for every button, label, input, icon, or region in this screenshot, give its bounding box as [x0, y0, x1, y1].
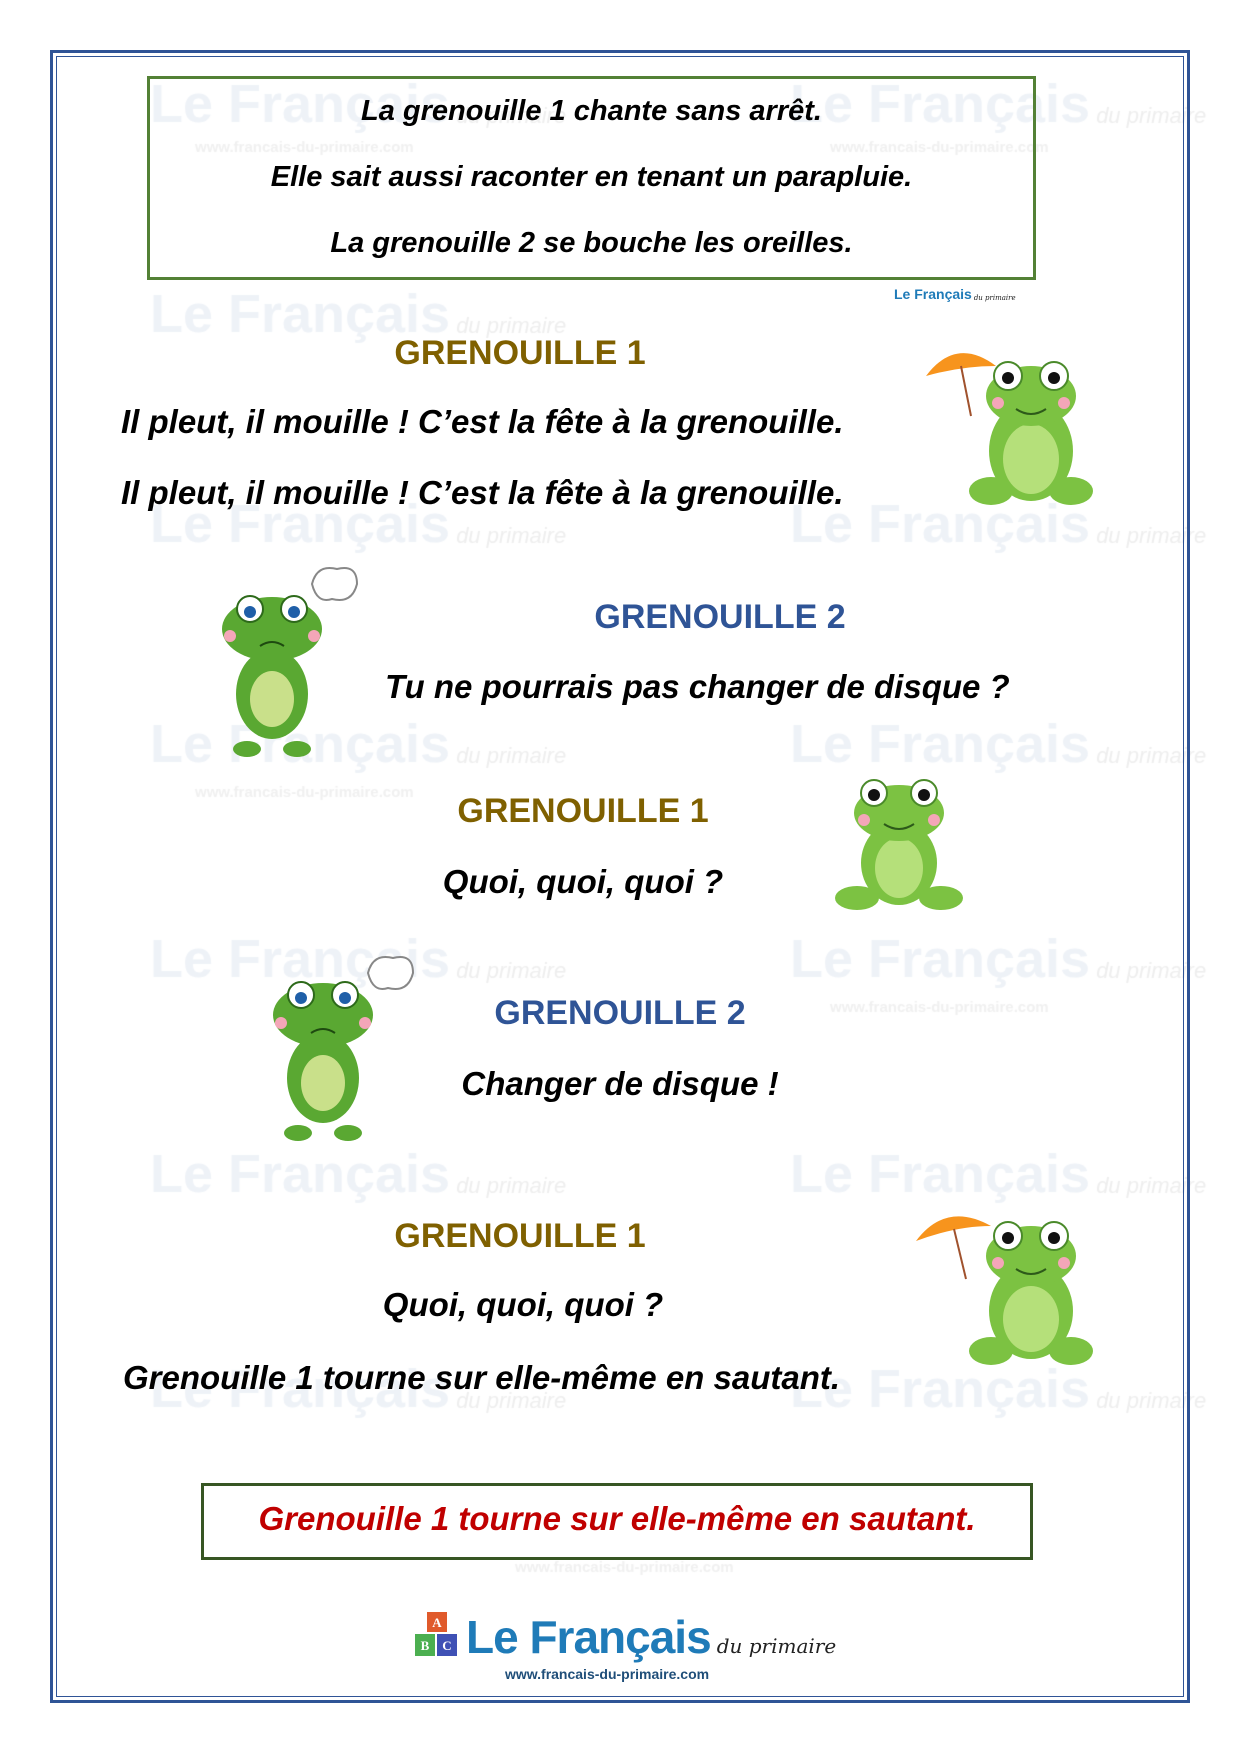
speaker-label: GRENOUILLE 2 — [494, 994, 746, 1032]
svg-text:C: C — [442, 1638, 452, 1653]
dialogue-line: Changer de disque ! — [461, 1065, 779, 1102]
intro-line: Elle sait aussi raconter en tenant un parapluie. — [270, 161, 913, 193]
speaker-label: GRENOUILLE 1 — [394, 1217, 646, 1255]
svg-text:B: B — [420, 1638, 430, 1653]
svg-text:A: A — [432, 1615, 442, 1630]
footer-logo — [466, 1610, 836, 1664]
intro-box — [147, 76, 1036, 280]
dialogue-line: Quoi, quoi, quoi ? — [442, 863, 724, 900]
intro-line: La grenouille 2 se bouche les oreilles. — [330, 227, 853, 259]
dialogue-line: Tu ne pourrais pas changer de disque ? — [385, 668, 1010, 705]
grumpy-frog-icon — [268, 953, 428, 1143]
happy-frog-umbrella-icon — [907, 1201, 1115, 1376]
dialogue-line: Il pleut, il mouille ! C’est la fête à la grenouille. — [121, 403, 844, 440]
stage-direction-text: Grenouille 1 tourne sur elle-même en sautant. — [258, 1500, 976, 1537]
grumpy-frog-icon — [212, 564, 372, 760]
dialogue-line: Il pleut, il mouille ! C’est la fête à la grenouille. — [121, 474, 844, 511]
logo-sub: du primaire — [716, 1634, 837, 1658]
dialogue-line: Grenouille 1 tourne sur elle-même en sautant. — [123, 1359, 841, 1396]
dialogue-line: Quoi, quoi, quoi ? — [382, 1286, 664, 1323]
logo-name: Le Français — [466, 1611, 711, 1663]
small-logo-name: Le Français — [894, 286, 972, 302]
speaker-label: GRENOUILLE 1 — [394, 334, 646, 372]
abc-blocks-icon — [413, 1612, 461, 1664]
happy-frog-icon — [832, 768, 966, 918]
happy-frog-umbrella-icon — [916, 341, 1106, 516]
small-logo-sub: du primaire — [973, 294, 1016, 302]
speaker-label: GRENOUILLE 2 — [594, 598, 846, 636]
intro-line: La grenouille 1 chante sans arrêt. — [361, 95, 822, 127]
footer-url[interactable]: www.francais-du-primaire.com — [505, 1666, 710, 1682]
stage-direction-box — [201, 1483, 1033, 1560]
speaker-label: GRENOUILLE 1 — [457, 792, 709, 830]
small-logo — [894, 286, 1016, 302]
